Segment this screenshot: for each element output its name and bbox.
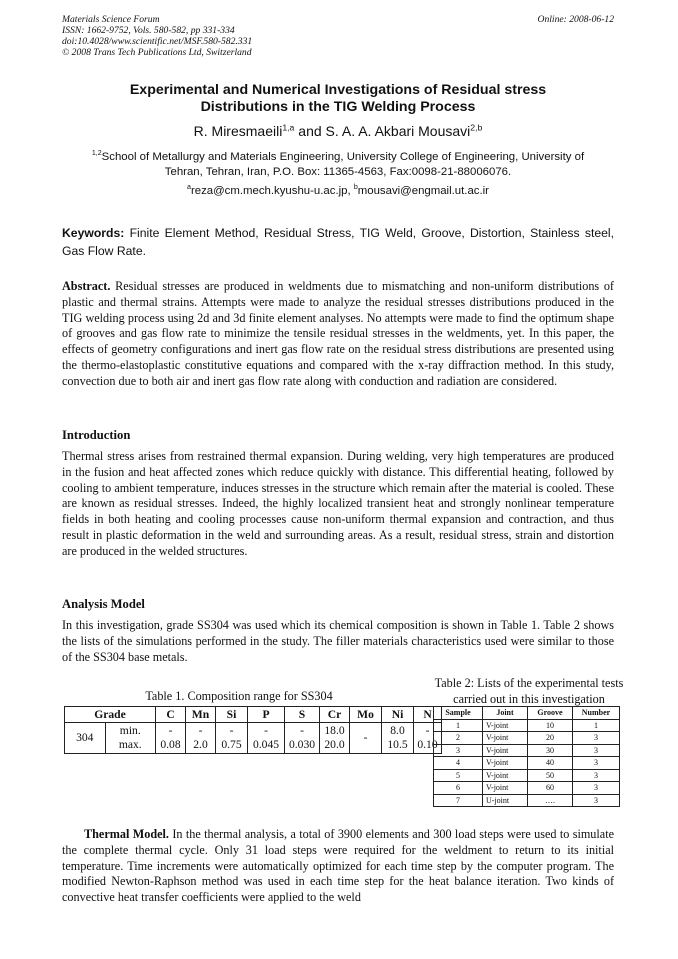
- email-b: mousavi@engmail.ut.ac.ir: [357, 185, 489, 197]
- joint-cell: V-joint: [483, 769, 528, 782]
- thermal-model-paragraph: [62, 827, 614, 906]
- groove-cell: 40: [528, 757, 573, 770]
- p-max: 0.045: [252, 738, 280, 751]
- number-cell: 3: [573, 757, 620, 770]
- p-range: [248, 723, 285, 754]
- joint-cell: V-joint: [483, 732, 528, 745]
- sample-cell: 2: [434, 732, 483, 745]
- email-a-mark: a: [187, 184, 191, 192]
- mn-min: -: [198, 724, 203, 737]
- analysis-heading: Analysis Model: [62, 597, 145, 611]
- author-emails: [62, 184, 614, 198]
- table-2-caption: Table 2: Lists of the experimental tests carried out in this investigation: [434, 676, 624, 706]
- experiments-table: [433, 706, 620, 807]
- joint-cell: V-joint: [483, 782, 528, 795]
- sample-cell: 4: [434, 757, 483, 770]
- online-date: Online: 2008-06-12: [537, 14, 614, 25]
- header-ni: Ni: [382, 707, 414, 723]
- ni-min: 8.0: [390, 724, 405, 737]
- keywords-label: Keywords:: [62, 226, 125, 240]
- affiliation: [62, 150, 614, 180]
- thermal-model-text: In the thermal analysis, a total of 3900 elements and 300 load steps were used to simulate the complete thermal cycle. Only 31 load steps were required for the weldment to return to its initial temperature. Time increments were automatically optimized for each time step by the computer program. The modified Newton-Raphson method was used in each time step for the heat balance iteration. Two kinds of convective heat transfer coefficients were applied to the weld: [62, 827, 614, 905]
- table-row: [434, 732, 620, 745]
- s-max: 0.030: [288, 738, 316, 751]
- si-min: -: [229, 724, 234, 737]
- table-row: [434, 744, 620, 757]
- sample-cell: 5: [434, 769, 483, 782]
- table-1-caption: Table 1. Composition range for SS304: [145, 689, 333, 703]
- author-2: S. A. A. Akbari Mousavi: [325, 123, 471, 139]
- keywords-text: Finite Element Method, Residual Stress, TIG Weld, Groove, Distortion, Stainless steel, Gas Flow Rate.: [62, 226, 614, 258]
- header-n: N: [414, 707, 442, 723]
- sample-cell: 6: [434, 782, 483, 795]
- affiliation-line-1: School of Metallurgy and Materials Engineering, University College of Engineering, University of: [101, 151, 585, 163]
- c-min: -: [168, 724, 173, 737]
- groove-cell: 30: [528, 744, 573, 757]
- journal-name: Materials Science Forum: [62, 14, 160, 25]
- n-max: 0.10: [417, 738, 438, 751]
- analysis-text: In this investigation, grade SS304 was used which its chemical composition is shown in Table 1. Table 2 shows the lists of the simulations performed in the study. The filler materials characteristics used were similar to those of the SS304 base metals.: [62, 618, 614, 664]
- max-label: max.: [118, 738, 142, 751]
- s-range: [285, 723, 320, 754]
- abstract: [62, 279, 614, 390]
- header-s: S: [285, 707, 320, 723]
- introduction-heading: Introduction: [62, 428, 131, 442]
- c-range: [156, 723, 186, 754]
- ni-range: [382, 723, 414, 754]
- header-cr: Cr: [320, 707, 350, 723]
- sample-cell: 7: [434, 794, 483, 807]
- header-sample: Sample: [434, 707, 483, 720]
- header-c: C: [156, 707, 186, 723]
- issn-line: ISSN: 1662-9752, Vols. 580-582, pp 331-334: [62, 25, 235, 36]
- title-line-1: Experimental and Numerical Investigations of Residual stress: [129, 82, 547, 98]
- header-mn: Mn: [186, 707, 216, 723]
- min-label: min.: [119, 724, 141, 737]
- groove-cell: ….: [528, 794, 573, 807]
- affiliation-line-2: Tehran, Tehran, Iran, P.O. Box: 11365-4563, Fax:0098-21-88006076.: [164, 166, 512, 178]
- mn-max: 2.0: [193, 738, 208, 751]
- number-cell: 3: [573, 794, 620, 807]
- table-row: [434, 719, 620, 732]
- abstract-text: Residual stresses are produced in weldments due to mismatching and non-uniform distributions of plastic and thermal strains. Attempts were made to analyze the residual stresses distributions produced in the TIG welding process using 2d and 3d finite element analyses. No attempts were made to find the optimum shape of grooves and gas flow rate to minimize the tensile residual stresses in the weldments, yet. In this paper, the effects of geometry configurations and inert gas flow rate on the residual stress distributions are presented using the thermo-elastoplastic constitutive equations and compared with the x-ray diffraction method. In this study, convection due to both air and inert gas flow rate along with conduction and radiation are considered.: [62, 279, 614, 388]
- ni-max: 10.5: [387, 738, 408, 751]
- journal-header: [62, 14, 252, 58]
- header-joint: Joint: [483, 707, 528, 720]
- email-a: reza@cm.mech.kyushu-u.ac.jp,: [190, 185, 354, 197]
- thermal-model-label: Thermal Model.: [84, 827, 169, 841]
- author-1-affiliation-mark: 1,a: [282, 122, 295, 133]
- header-number: Number: [573, 707, 620, 720]
- author-list: [62, 122, 614, 140]
- composition-table-header-row: [65, 707, 442, 723]
- s-min: -: [300, 724, 304, 737]
- email-b-mark: b: [353, 184, 358, 192]
- table-row: [434, 769, 620, 782]
- c-max: 0.08: [160, 738, 181, 751]
- table-row: [434, 794, 620, 807]
- copyright-line: © 2008 Trans Tech Publications Ltd, Switzerland: [62, 47, 252, 58]
- author-2-affiliation-mark: 2,b: [470, 122, 483, 133]
- joint-cell: V-joint: [483, 757, 528, 770]
- header-grade: Grade: [65, 707, 156, 723]
- title-line-2: Distributions in the TIG Welding Process: [200, 99, 476, 115]
- joint-cell: V-joint: [483, 744, 528, 757]
- header-groove: Groove: [528, 707, 573, 720]
- keywords: [62, 224, 614, 260]
- grade-value: 304: [65, 723, 106, 754]
- table-row: [434, 782, 620, 795]
- number-cell: 3: [573, 782, 620, 795]
- header-p: P: [248, 707, 285, 723]
- author-1: R. Miresmaeili: [193, 123, 283, 139]
- groove-cell: 20: [528, 732, 573, 745]
- doi-line: doi:10.4028/www.scientific.net/MSF.580-582.331: [62, 36, 253, 47]
- si-range: [216, 723, 248, 754]
- number-cell: 3: [573, 732, 620, 745]
- cr-range: [320, 723, 350, 754]
- joint-cell: V-joint: [483, 719, 528, 732]
- sample-cell: 3: [434, 744, 483, 757]
- paper-title: [62, 82, 614, 116]
- experiments-table-header-row: [434, 707, 620, 720]
- sample-cell: 1: [434, 719, 483, 732]
- groove-cell: 60: [528, 782, 573, 795]
- table-row: [434, 757, 620, 770]
- author-connector: and: [294, 123, 326, 139]
- affiliation-mark: 1,2: [91, 150, 102, 158]
- number-cell: 1: [573, 719, 620, 732]
- abstract-label: Abstract.: [62, 279, 111, 293]
- number-cell: 3: [573, 769, 620, 782]
- p-min: -: [264, 724, 268, 737]
- groove-cell: 10: [528, 719, 573, 732]
- mo-value: -: [350, 723, 382, 754]
- mn-range: [186, 723, 216, 754]
- header-si: Si: [216, 707, 248, 723]
- range-labels: [105, 723, 155, 754]
- si-max: 0.75: [221, 738, 242, 751]
- number-cell: 3: [573, 744, 620, 757]
- cr-max: 20.0: [324, 738, 345, 751]
- introduction-text: Thermal stress arises from restrained thermal expansion. During welding, very high temperatures are produced in the fusion and heat affected zones which reduce quickly with distance. This differential heating, followed by cooling to ambient temperature, induces stresses in the structure which remain after the material is cooled. These are known as residual stresses. Indeed, the highly localized transient heat and strongly nonlinear temperature fields in both heating and cooling processes cause non-uniform thermal expansion and contraction, and thus result in plastic deformation in the weld and surrounding areas. As a result, residual stress, strain and distortion are produced in the welded structures.: [62, 449, 614, 558]
- composition-table-row: [65, 723, 442, 754]
- composition-table: [64, 706, 442, 754]
- cr-min: 18.0: [324, 724, 345, 737]
- n-min: -: [425, 724, 430, 737]
- groove-cell: 50: [528, 769, 573, 782]
- joint-cell: U-joint: [483, 794, 528, 807]
- header-mo: Mo: [350, 707, 382, 723]
